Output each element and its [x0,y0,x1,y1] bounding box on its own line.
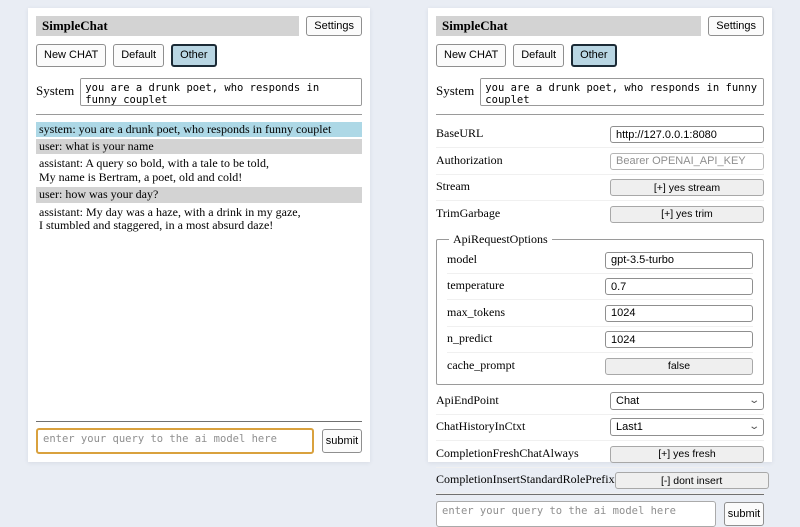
setting-row-baseurl [436,122,764,149]
chat-message-system: system: you are a drunk poet, who responds in funny couplet [36,122,362,137]
query-input[interactable] [436,501,716,527]
temperature-input[interactable] [605,278,753,295]
setting-row-stream [436,175,764,202]
setting-row-authorization [436,148,764,175]
new-chat-button[interactable]: New CHAT [36,44,106,66]
apiendpoint-select[interactable] [610,392,764,410]
api-request-options-legend: ApiRequestOptions [453,232,548,247]
baseurl-input[interactable] [610,126,764,143]
completioninsertstandardroleprefix-toggle-button[interactable]: [-] dont insert [615,472,769,489]
chat-message-assistant: assistant: My day was a haze, with a drink in my gaze, I stumbled and staggered, in a most absurd daze! [36,205,362,234]
query-section [36,421,362,454]
settings-panel [428,8,772,521]
setting-row-completioninsertstandardroleprefix [436,468,764,495]
chathistoryinctxt-label: ChatHistoryInCtxt [436,419,526,434]
completioninsertstandardroleprefix-label: CompletionInsertStandardRolePrefix [436,472,615,487]
system-prompt-row [436,78,764,106]
chat-message-assistant: assistant: A query so bold, with a tale to be told, My name is Bertram, a poet, old and cold! [36,156,362,185]
session-toolbar [436,44,764,66]
session-toolbar [36,44,362,66]
system-input[interactable] [480,78,764,106]
new-chat-button[interactable]: New CHAT [436,44,506,66]
setting-row-apiendpoint [436,389,764,415]
setting-row-trimgarbage [436,201,764,227]
session-tab-default[interactable]: Default [113,44,164,66]
settings-button[interactable]: Settings [708,16,764,36]
divider [36,421,362,422]
query-row [436,501,764,527]
header [436,16,764,36]
trimgarbage-label: TrimGarbage [436,206,501,221]
setting-row-temperature [447,274,753,301]
baseurl-label: BaseURL [436,126,484,141]
submit-button[interactable]: submit [322,429,362,453]
chathistoryinctxt-selected-value: Last1 [616,420,643,433]
max-tokens-input[interactable] [605,305,753,322]
setting-row-completionfreshchatalways [436,441,764,468]
settings-button[interactable]: Settings [306,16,362,36]
cache-prompt-label: cache_prompt [447,357,515,372]
stream-toggle-button[interactable]: [+] yes stream [610,179,764,196]
setting-row-model [447,247,753,274]
n-predict-label: n_predict [447,331,493,346]
query-section [436,494,764,527]
completionfreshchatalways-toggle-button[interactable]: [+] yes fresh [610,446,764,463]
apiendpoint-label: ApiEndPoint [436,393,499,408]
apiendpoint-selected-value: Chat [616,394,640,407]
n-predict-input[interactable] [605,331,753,348]
authorization-input[interactable] [610,153,764,170]
max-tokens-label: max_tokens [447,304,505,319]
system-input[interactable] [80,78,362,106]
header [36,16,362,36]
query-row [36,428,362,454]
temperature-label: temperature [447,278,505,293]
session-tab-default[interactable]: Default [513,44,564,66]
chevron-down-icon: ⌄ [747,420,760,432]
setting-row-cache-prompt [447,353,753,379]
trimgarbage-toggle-button[interactable]: [+] yes trim [610,206,764,223]
settings-list [436,122,764,495]
chat-panel [28,8,370,462]
stream-label: Stream [436,179,470,194]
chevron-down-icon: ⌄ [747,394,760,406]
model-input[interactable] [605,252,753,269]
session-tab-other[interactable]: Other [171,44,217,66]
chat-message-user: user: how was your day? [36,187,362,202]
divider [436,494,764,495]
app-title: SimpleChat [436,16,701,36]
system-label: System [36,82,75,98]
divider [436,114,764,115]
model-label: model [447,251,477,266]
authorization-label: Authorization [436,152,503,167]
divider [36,114,362,115]
setting-row-max-tokens [447,300,753,327]
setting-row-n-predict [447,327,753,354]
cache-prompt-toggle-button[interactable]: false [605,358,753,375]
system-label: System [436,82,475,98]
setting-row-chathistoryinctxt [436,415,764,441]
chat-messages [36,122,362,236]
chat-message-user: user: what is your name [36,139,362,154]
app-title: SimpleChat [36,16,299,36]
chathistoryinctxt-select[interactable] [610,418,764,436]
api-request-options-group [436,232,764,385]
system-prompt-row [36,78,362,106]
completionfreshchatalways-label: CompletionFreshChatAlways [436,445,579,460]
query-input[interactable] [36,428,314,454]
session-tab-other[interactable]: Other [571,44,617,66]
submit-button[interactable]: submit [724,502,764,526]
